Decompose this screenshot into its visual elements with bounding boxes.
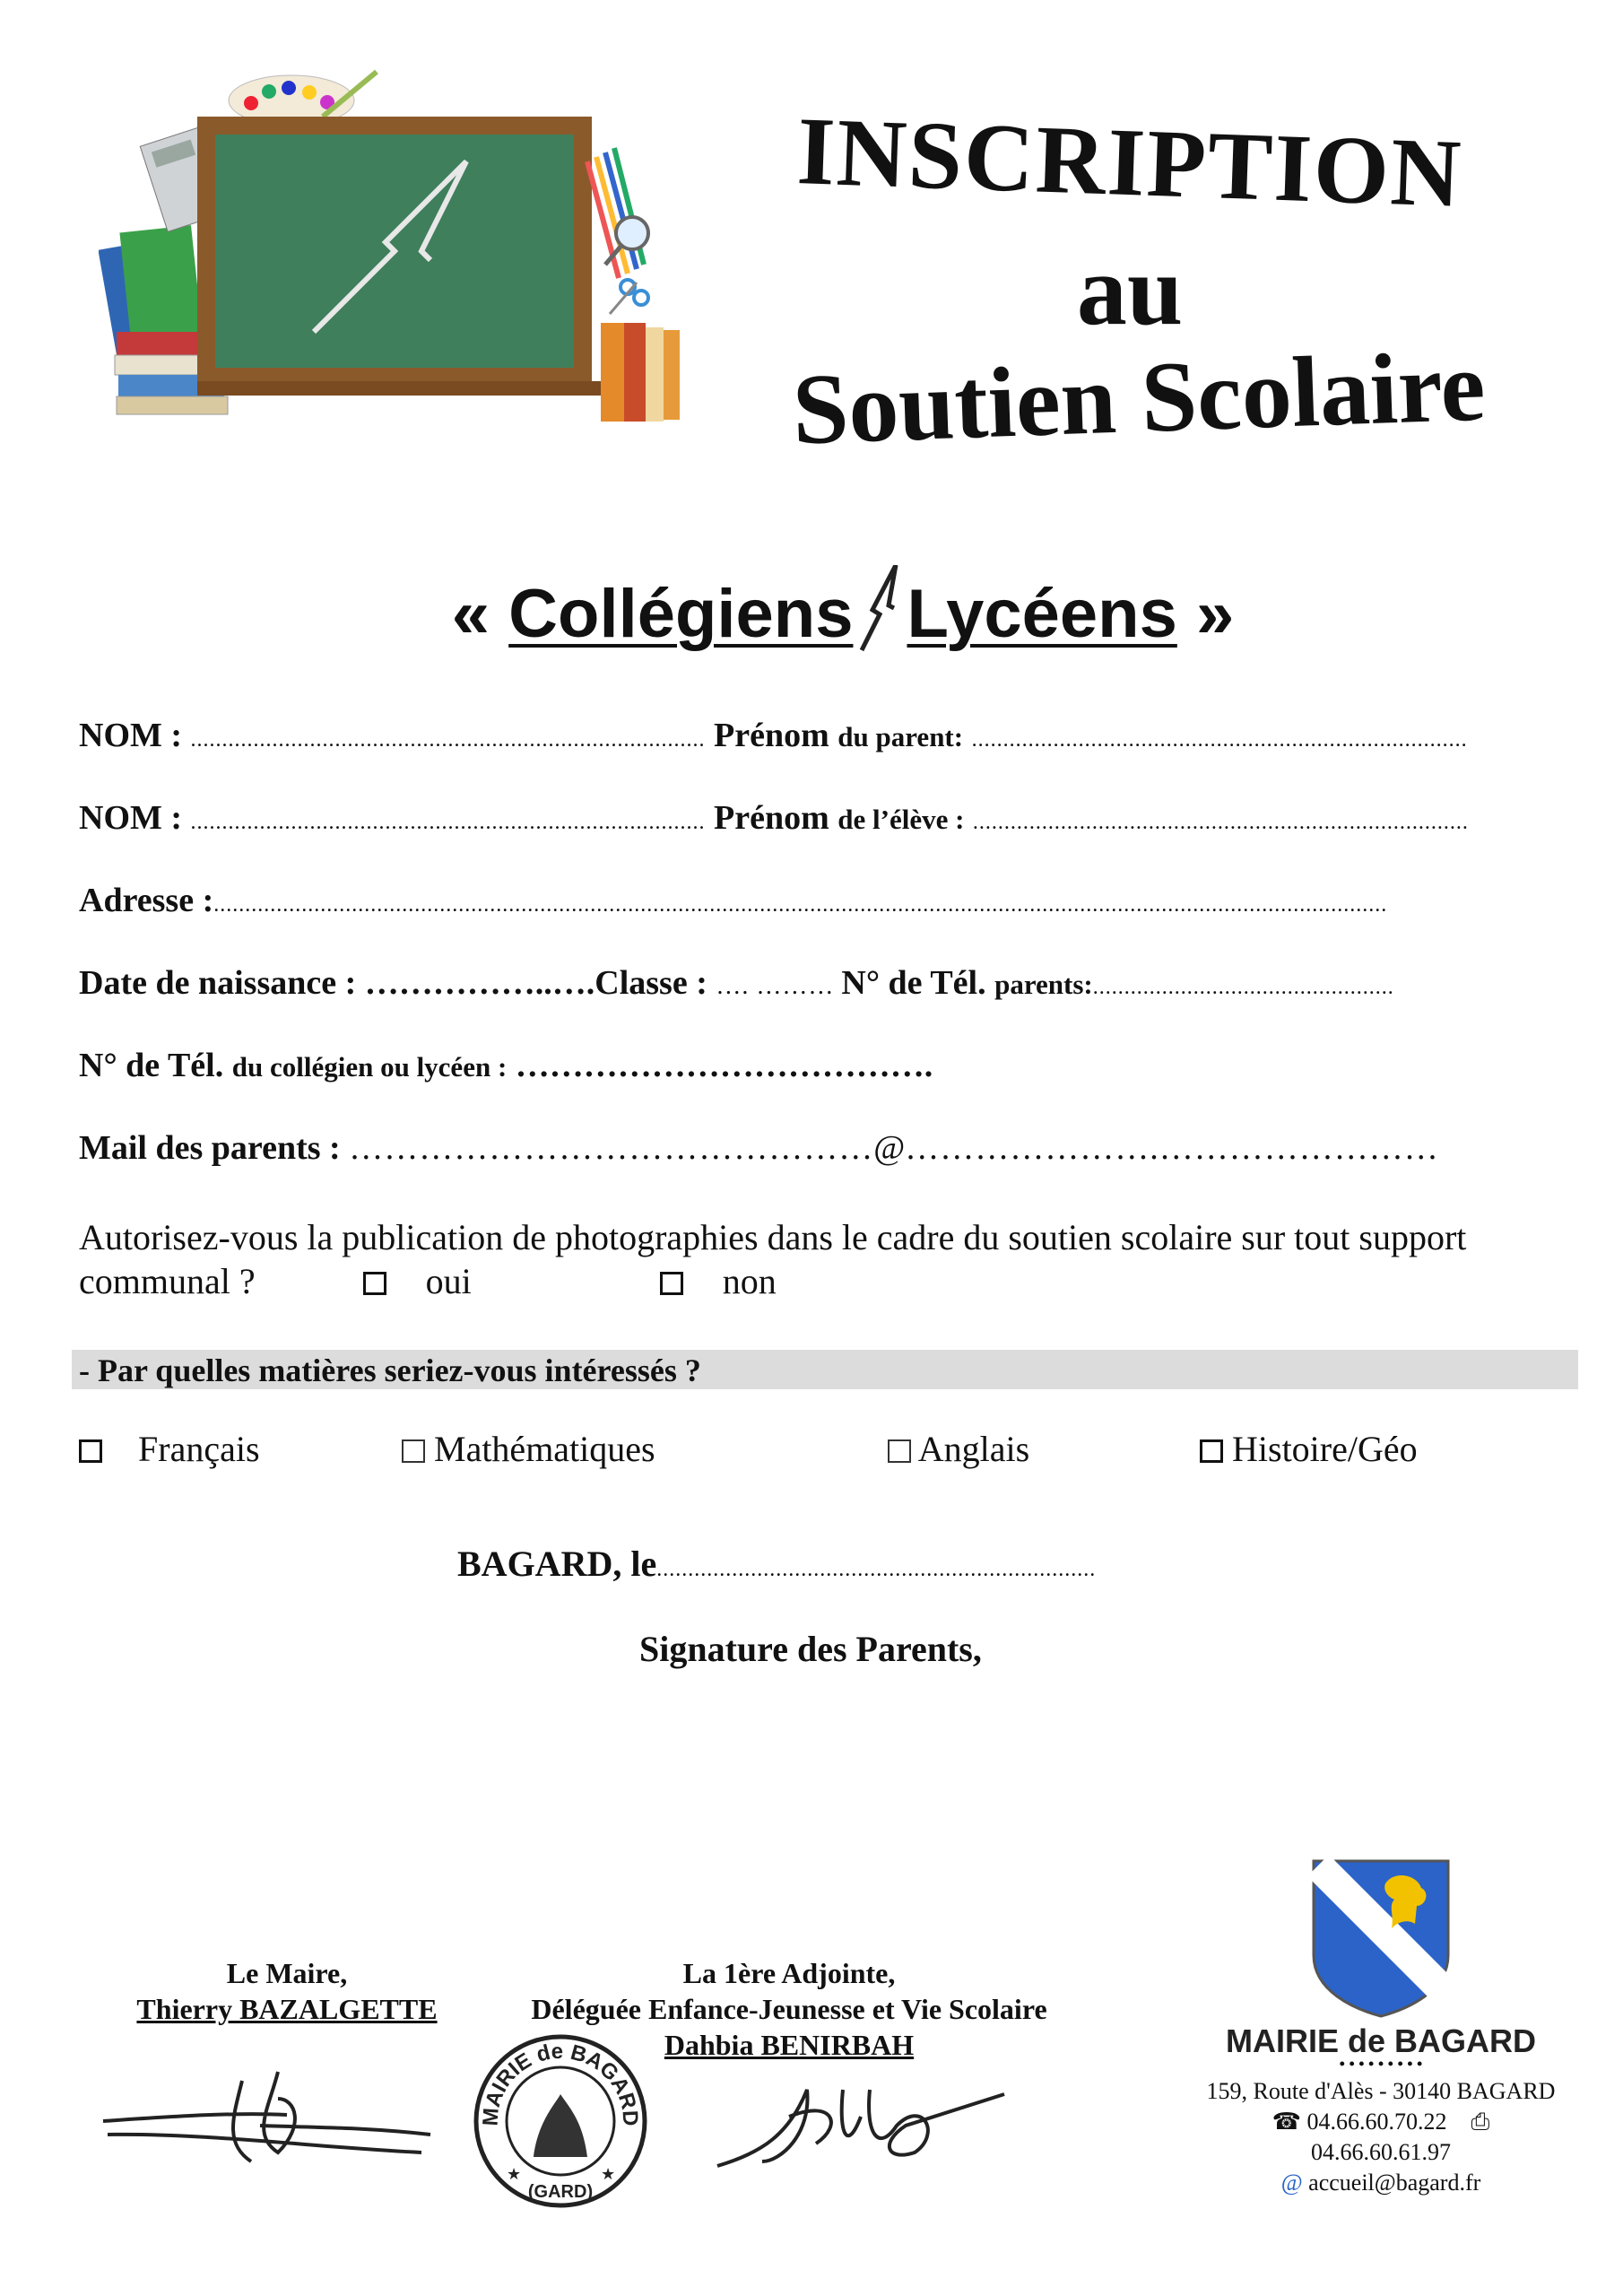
label-nom-eleve: NOM : <box>79 799 183 837</box>
row-address <box>79 881 1387 920</box>
adjointe-name: Dahbia BENIRBAH <box>664 2029 915 2061</box>
place-date-line <box>457 1543 1096 1585</box>
field-tel-eleve[interactable]: ………………………………. <box>515 1047 933 1084</box>
label-date-naissance: Date de naissance : <box>79 964 357 1002</box>
mayor-name: Thierry BAZALGETTE <box>136 1993 438 2025</box>
label-tel-eleve: N° de Tél. <box>79 1047 224 1084</box>
mairie-phone: 04.66.60.70.22 <box>1306 2109 1447 2135</box>
mail-at-sign: @ <box>873 1129 906 1167</box>
subject-francais[interactable] <box>79 1428 260 1470</box>
row-student-name <box>79 798 1469 838</box>
label-non: non <box>722 1261 777 1301</box>
mairie-address: 159, Route d'Alès - 30140 BAGARD <box>1206 2078 1556 2104</box>
field-mail-user[interactable]: ……………………………………… <box>349 1129 874 1167</box>
email-icon: @ <box>1280 2170 1303 2196</box>
title-line-3: Soutien Scolaire <box>790 330 1488 466</box>
mayor-title: Le Maire, <box>226 1957 348 1989</box>
chalkboard-illustration <box>99 63 690 439</box>
adjointe-signature <box>708 2063 1013 2188</box>
checkbox-oui[interactable] <box>363 1272 386 1295</box>
label-histoire-geo: Histoire/Géo <box>1232 1429 1418 1469</box>
signature-parents-label: Signature des Parents, <box>639 1629 982 1669</box>
field-prenom-eleve[interactable]: ............................................................................... <box>972 811 1469 834</box>
checkbox-mathematiques[interactable] <box>402 1439 425 1463</box>
stamp-text: MAIRIE de BAGARD <box>478 2039 643 2127</box>
label-mail-parents: Mail des parents : <box>79 1129 341 1167</box>
label-francais: Français <box>138 1429 260 1469</box>
chalk-slash-icon <box>853 565 907 655</box>
row-student-phone <box>79 1046 933 1085</box>
label-prenom-parent: Prénom <box>714 717 829 754</box>
subtitle-right: Lycéens <box>907 576 1177 652</box>
field-date-signature[interactable]: ...................................................................... <box>656 1558 1097 1581</box>
mairie-dots: • • • • • • • • • <box>1339 2055 1423 2073</box>
title-line-1: INSCRIPTION <box>795 98 1464 228</box>
row-birth-class-phone <box>79 963 1394 1003</box>
place-label: BAGARD, le <box>457 1544 657 1584</box>
subtitle-open-quote: « <box>451 576 490 652</box>
adjointe-block <box>502 1955 1076 2063</box>
label-mathematiques: Mathématiques <box>434 1429 655 1469</box>
scissors-icon <box>610 280 648 314</box>
mairie-fax: 04.66.60.61.97 <box>1311 2139 1451 2165</box>
pencils-icon <box>587 148 644 278</box>
photo-question-text: communal ? <box>79 1261 256 1301</box>
field-mail-domain[interactable]: ………………….…………………… <box>905 1129 1439 1167</box>
subjects-heading-band <box>72 1350 1578 1389</box>
label-prenom-eleve-suffix: de l’élève : <box>838 804 965 835</box>
field-adresse[interactable]: ........................................................................................................................................................................................... <box>213 893 1388 917</box>
field-nom-eleve[interactable]: .................................................................................. <box>190 811 706 834</box>
subject-anglais[interactable] <box>888 1428 1029 1470</box>
subtitle-left: Collégiens <box>508 576 854 652</box>
mairie-contact-block <box>1202 1857 1560 2198</box>
subject-mathematiques[interactable] <box>402 1428 655 1470</box>
label-classe: Classe : <box>595 964 707 1002</box>
subject-histoire-geo[interactable] <box>1200 1428 1418 1470</box>
adjointe-role: Déléguée Enfance-Jeunesse et Vie Scolaire <box>531 1993 1047 2025</box>
subtitle <box>395 565 1291 655</box>
mairie-name: MAIRIE de BAGARD <box>1225 2022 1536 2059</box>
subtitle-close-quote: » <box>1195 576 1235 652</box>
label-tel-eleve-suffix: du collégien ou lycéen : <box>231 1051 508 1083</box>
label-nom-parent: NOM : <box>79 717 183 754</box>
label-oui: oui <box>425 1261 472 1301</box>
checkbox-histoire-geo[interactable] <box>1200 1439 1223 1463</box>
mayor-block <box>108 1955 466 2027</box>
checkbox-non[interactable] <box>660 1272 683 1295</box>
adjointe-title: La 1ère Adjointe, <box>682 1957 896 1989</box>
label-prenom-eleve: Prénom <box>714 799 829 837</box>
title-line-2: au <box>1076 235 1184 346</box>
mayor-signature <box>99 2063 439 2170</box>
svg-text:★: ★ <box>601 2165 616 2183</box>
label-anglais: Anglais <box>917 1429 1030 1469</box>
label-tel-parents: N° de Tél. <box>841 964 986 1002</box>
stamp-sub-text: (GARD) <box>527 2182 594 2202</box>
row-parent-email <box>79 1128 1439 1168</box>
coat-of-arms-icon <box>1309 1857 1453 2018</box>
mairie-email[interactable]: accueil@bagard.fr <box>1308 2170 1481 2196</box>
checkbox-francais[interactable] <box>79 1439 102 1463</box>
label-adresse: Adresse : <box>79 882 214 919</box>
label-tel-parents-suffix: parents: <box>994 969 1093 1000</box>
label-prenom-parent-suffix: du parent: <box>838 721 964 752</box>
photo-question-line2 <box>79 1259 1585 1303</box>
row-parent-name <box>79 716 1468 755</box>
svg-text:★: ★ <box>507 2165 522 2183</box>
field-date-naissance[interactable]: ……………..…. <box>364 964 595 1002</box>
photo-question-line1: Autorisez-vous la publication de photographies dans le cadre du soutien scolaire sur tout support <box>79 1217 1467 1257</box>
checkbox-anglais[interactable] <box>888 1439 911 1463</box>
subjects-heading: - Par quelles matières seriez-vous intéressés ? <box>79 1352 701 1388</box>
books-right-icon <box>601 323 680 422</box>
photo-authorization <box>79 1215 1585 1303</box>
phone-icon: ☎ <box>1271 2109 1302 2135</box>
field-nom-parent[interactable]: .................................................................................. <box>190 728 706 752</box>
field-prenom-parent[interactable]: ............................................................................... <box>971 728 1468 752</box>
field-tel-parents[interactable]: ................................................ <box>1092 976 1394 999</box>
mairie-email-row <box>1202 2168 1560 2198</box>
field-classe[interactable]: …. ……… <box>716 972 842 1000</box>
mairie-phones <box>1202 2107 1560 2168</box>
fax-icon: ⎙ <box>1471 2109 1490 2135</box>
